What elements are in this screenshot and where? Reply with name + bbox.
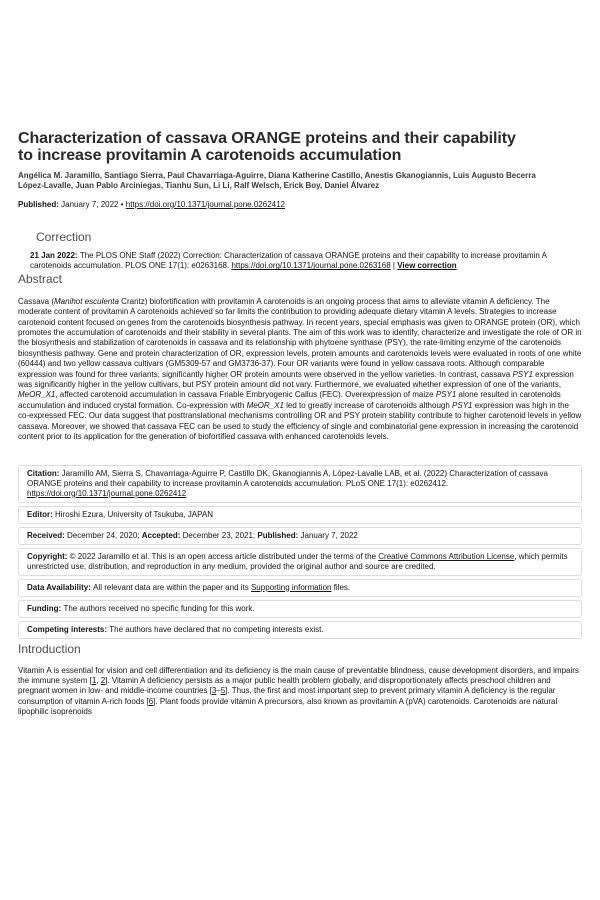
metadata-row-editor: [18, 506, 582, 524]
article-doi-link[interactable]: https://doi.org/10.1371/journal.pone.0262412: [125, 200, 285, 209]
published-line: [18, 200, 582, 210]
text-segment: Editor:: [27, 509, 55, 519]
text-segment: Published:: [257, 530, 301, 540]
text-segment: December 23, 2021;: [182, 530, 258, 540]
citation-doi-link[interactable]: https://doi.org/10.1371/journal.pone.0262412: [27, 488, 187, 498]
text-segment: January 7, 2022: [61, 200, 119, 209]
text-segment: PSY1: [512, 369, 533, 379]
text-segment: Manihot esculenta: [54, 296, 119, 306]
correction-section: [30, 230, 582, 272]
text-segment: , which permits unrestricted use, distribution, and reproduction in any medium, provided the original author and source are credited.: [27, 551, 568, 571]
text-segment: ]. Thus, the first and most important step to prevent primary vitamin A deficiency is the regular consumption of vitamin A-rich foods [: [18, 686, 556, 706]
text-segment: Received:: [27, 530, 68, 540]
text-segment: MeOR_X1: [246, 400, 284, 410]
metadata-row-dates: [18, 527, 582, 545]
metadata-row-copyright: [18, 548, 582, 576]
text-segment: expression was significantly higher in the yellow cultivars, but PSY protein amount did not vary. Furthermore, we evaluated whether expression of one of the variants,: [18, 369, 574, 390]
reference-link[interactable]: 2: [100, 675, 106, 685]
text-segment: |: [390, 261, 398, 271]
text-segment: © 2022 Jaramillo et al. This is an open access article distributed under the terms of the: [69, 551, 379, 561]
text-segment: led to greatly increase of carotenoids although: [283, 400, 453, 410]
reference-link[interactable]: 6: [148, 696, 154, 706]
text-segment: Citation:: [27, 468, 62, 478]
text-segment: The authors received no specific funding for this work.: [63, 603, 255, 613]
reference-link[interactable]: 3: [211, 686, 217, 696]
page-title: Characterization of cassava ORANGE proteins and their capability to increase provitamin A carotenoids accumulation: [18, 130, 516, 164]
text-segment: alone resulted in carotenoids accumulation and induced crystal formation. Co-expression with: [18, 390, 561, 410]
text-segment: Vitamin A is essential for vision and cell differentiation and its deficiency is the main cause of preventable blindness, cause development disorders, and impairs the immune system [: [18, 665, 579, 685]
text-segment: ]. Vitamin A deficiency persists as a major public health problem globally, and disproportionately affects preschool children and pregnant women in low- and middle-income countries [: [18, 675, 551, 696]
metadata-row-competing: [18, 621, 582, 639]
text-segment: expression was high in the co-expressed FEC. Our data suggest that posttranslational mechanisms controlling OR and PSY protein stability contribute to higher carotenoid levels in yellow cassava. Moreover, we showed that cassava FEC can be used to study the efficiency of single and combinatorial gene expression in increasing the carotenoid content prior to its application for the generation of biofortified cassava with enhanced carotenoids levels.: [18, 400, 582, 442]
metadata-row-funding: [18, 600, 582, 618]
text-segment: MeOR_X1: [18, 390, 56, 400]
introduction-heading: Introduction: [18, 641, 81, 656]
text-segment: Published:: [18, 200, 62, 209]
creative-commons-license-link[interactable]: Creative Commons Attribution License: [378, 551, 515, 561]
authors-line: Angélica M. Jaramillo, Santiago Sierra, Paul Chavarriaga-Aguirre, Diana Katherine Castillo, Anestis Gkanogiannis, Luis Augusto Becerra López-Lavalle, Juan Pablo Arciniegas, Tianhu Sun, Li Li, Ralf Welsch, Erick Boy, Daniel Álvarez: [18, 171, 536, 190]
text-segment: January 7, 2022: [300, 530, 358, 540]
text-segment: ]. Plant foods provide vitamin A precursors, also known as provitamin A (pVA) carotenoids. Carotenoids are natural lipophilic isoprenoids: [18, 696, 558, 717]
text-segment: , affected carotenoid accumulation in cassava Friable Embryogenic Callus (FEC). Overexpression of maize: [55, 390, 436, 400]
text-segment: The PLOS ONE Staff (2022) Correction: Characterization of cassava ORANGE proteins and their capability to increase provitamin A carotenoids accumulation. PLOS ONE 17(1): e0263168.: [30, 251, 547, 271]
abstract-body: [18, 297, 582, 443]
text-segment: PSY1: [435, 390, 457, 400]
text-segment: Jaramillo AM, Sierra S, Chavarriaga-Aguirre P, Castillo DK, Gkanogiannis A, López-Lavalle LAB, et al. (2022) Characterization of cassava ORANGE proteins and their capability to increase provitamin A carotenoids accumulation. PLoS ONE 17(1): e0262412.: [27, 468, 548, 488]
text-segment: Cassava (: [18, 296, 55, 306]
introduction-body: [18, 666, 582, 718]
correction-doi-link[interactable]: https://doi.org/10.1371/journal.pone.0263168: [231, 261, 391, 271]
text-segment: Competing interests:: [27, 624, 110, 634]
text-segment: Hiroshi Ezura, University of Tsukuba, JAPAN: [55, 509, 213, 519]
reference-link[interactable]: 5: [220, 686, 226, 696]
correction-heading: Correction: [36, 230, 92, 244]
view-correction-link[interactable]: View correction: [397, 261, 457, 271]
text-segment: Funding:: [27, 603, 64, 613]
correction-body: [30, 251, 565, 272]
text-segment: •: [118, 200, 126, 209]
text-segment: Copyright:: [27, 551, 70, 561]
text-segment: The authors have declared that no competing interests exist.: [109, 624, 324, 634]
metadata-list: [18, 465, 582, 639]
text-segment: Data Availability:: [27, 582, 94, 592]
supporting-information-link[interactable]: Supporting information: [250, 582, 332, 592]
metadata-row-citation: [18, 465, 582, 503]
text-segment: All relevant data are within the paper and its: [93, 582, 251, 592]
text-segment: files.: [331, 582, 351, 592]
abstract-heading: Abstract: [18, 271, 63, 286]
text-segment: ,: [96, 675, 101, 685]
text-segment: December 24, 2020;: [67, 530, 142, 540]
text-segment: Crantz) biofortification with provitamin A carotenoids is an ongoing process that aims to alleviate vitamin A deficiency. The moderate content of provitamin A carotenoids achieved so far limits the contribution to providing adequate dietary vitamin A levels. Strategies to increase carotenoid content focused on genes from the carotenoids biosynthesis pathway. In recent years, special emphasis was given to ORANGE protein (OR), which promotes the accumulation of carotenoids and their stability in several plants. The aim of this work was to identify, characterize and investigate the role of OR in the biosynthesis and stabilization of carotenoids in cassava and its relationship with phytoene synthase (PSY), the rate-limiting enzyme of the carotenoids biosynthesis pathway. Gene and protein characterization of OR, expression levels, protein amounts and carotenoids levels were evaluated in roots of one white (60444) and two yellow cassava cultivars (GM5309-57 and GM3736-37). Four OR variants were found in yellow cassava roots. Although comparable expression was found for three variants, significantly higher OR protein amounts were observed in the yellow varieties. In contrast, cassava: [18, 296, 582, 379]
text-segment: PSY1: [452, 400, 473, 410]
text-segment: –: [216, 686, 221, 696]
text-segment: 21 Jan 2022:: [30, 251, 80, 260]
reference-link[interactable]: 1: [91, 675, 97, 685]
text-segment: Accepted:: [141, 530, 183, 540]
metadata-row-data-availability: [18, 579, 582, 597]
